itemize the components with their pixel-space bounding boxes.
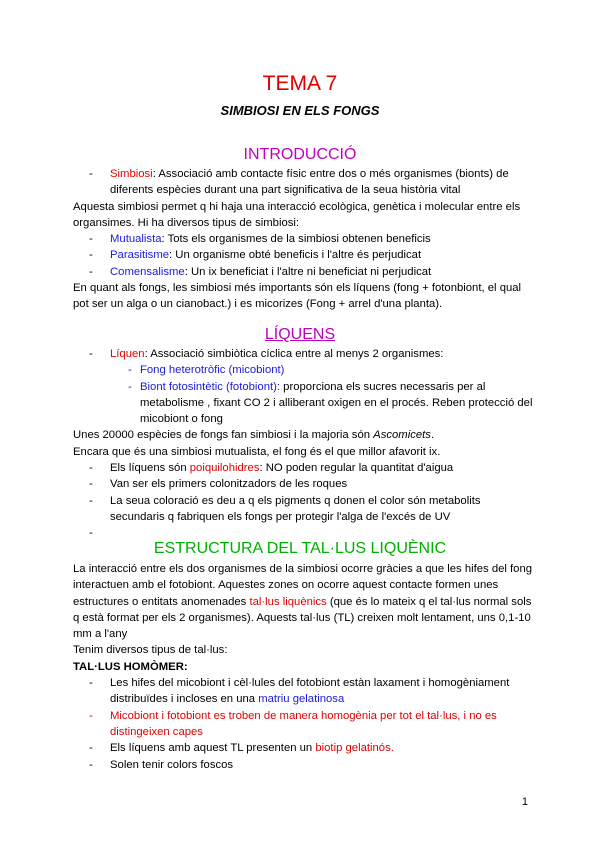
sub-list-item bbox=[73, 362, 533, 378]
document-subtitle: SIMBIOSI EN ELS FONGS bbox=[220, 103, 380, 118]
list-item-text: : Associació simbiòtica cíclica entre al menys 2 organismes: bbox=[144, 348, 444, 360]
term-ascomicets: Ascomicets bbox=[373, 429, 431, 442]
paragraph: Aquesta simbiosi permet q hi haja una interacció ecològica, genètica i molecular entre els organsimes. Hi ha diversos tipus de simbiosi: bbox=[73, 200, 521, 229]
section-liquens bbox=[73, 346, 533, 542]
bullet-dash: - bbox=[89, 742, 93, 755]
paragraph-text: . bbox=[430, 429, 435, 442]
list-item-text: proporciona els sucres necessaris per al metabolisme , fixant CO 2 i alliberant oxigen en el procés. Reben protecció del micobiont o fong bbox=[140, 380, 533, 426]
term-simbiosi: Simbiosi bbox=[110, 168, 153, 180]
paragraph: Encara que és una simbiosi mutualista, el fong és el que millor afavorit ix. bbox=[73, 445, 441, 458]
list-item-text: : Un ix beneficiat i l'altre ni beneficiat ni perjudicat bbox=[184, 265, 432, 278]
bullet-dash: - bbox=[89, 233, 93, 246]
paragraph-text: La interacció entre els dos organismes de la simbiosi ocorre gràcies a que les hifes del fong interactuen amb el fotobiont. Aquestes zones on ocorre aquest contacte formen unes estructures o entitats anomenades bbox=[73, 563, 533, 608]
term-poiquilohidres: poiquilohidres bbox=[189, 462, 260, 475]
term-biotip-gelatinos: biotip gelatinós. bbox=[315, 742, 394, 755]
sub-list-item bbox=[73, 379, 533, 428]
term-matriu-gelatinosa: matriu gelatinosa bbox=[258, 693, 345, 706]
list-item-text: : Tots els organismes de la simbiosi obtenen beneficis bbox=[161, 233, 431, 246]
list-item bbox=[73, 231, 533, 247]
list-item-text: Les hifes del micobiont i cèl·lules del fotobiont estàn laxament i homogèniament distribuïdes i incloses en una bbox=[110, 677, 510, 706]
list-item-text: : NO poden regular la quantitat d'aigua bbox=[259, 462, 454, 475]
bullet-dash: - bbox=[128, 364, 132, 377]
list-item bbox=[73, 247, 533, 263]
list-item bbox=[73, 166, 533, 199]
list-item bbox=[73, 757, 533, 773]
document-title: TEMA 7 bbox=[262, 72, 338, 95]
list-item-text: : Associació amb contacte físic entre dos o més organismes (bionts) de diferents espècies durant una part significativa de la seua història vital bbox=[110, 168, 509, 197]
section-heading-liquens: LÍQUENS bbox=[264, 326, 336, 343]
list-item bbox=[73, 476, 533, 492]
term-comensalisme: Comensalisme bbox=[110, 265, 185, 278]
bullet-dash: - bbox=[89, 494, 93, 507]
term-liquen: Líquen bbox=[110, 348, 145, 360]
list-item-text: La seua coloració es deu a q els pigments q donen el color són metabolits secundaris q fabriquen els fongs per protegir l'alga de l'excés de UV bbox=[110, 494, 481, 523]
list-item bbox=[73, 740, 533, 756]
list-item bbox=[73, 708, 533, 741]
list-item-text: Micobiont i fotobiont es troben de manera homogènia per tot el tal·lus, i no es distingeixen capes bbox=[110, 709, 497, 738]
list-item bbox=[73, 675, 533, 708]
term-mutualista: Mutualista bbox=[110, 233, 162, 246]
subheading-tallus-homomer: TAL·LUS HOMÒMER: bbox=[73, 660, 188, 673]
term-parasitisme: Parasitisme bbox=[110, 249, 170, 262]
bullet-dash: - bbox=[89, 462, 93, 475]
bullet-dash: - bbox=[89, 478, 93, 491]
bullet-dash: - bbox=[89, 677, 93, 690]
bullet-dash: - bbox=[89, 348, 93, 360]
paragraph: Tenim diversos tipus de tal·lus: bbox=[73, 644, 228, 657]
section-estructura bbox=[73, 561, 533, 773]
list-item-text: Van ser els primers colonitzadors de les roques bbox=[110, 478, 348, 491]
term-biont-fotosintetic: Biont fotosintètic (fotobiont): bbox=[140, 380, 281, 393]
paragraph-text: Unes 20000 espècies de fongs fan simbiosi i la majoria són bbox=[73, 429, 374, 442]
list-item-text: : Un organisme obté beneficis i l'altre és perjudicat bbox=[169, 249, 422, 262]
list-item-text: Fong heterotròfic (micobiont) bbox=[140, 364, 285, 377]
list-item-text: Solen tenir colors foscos bbox=[110, 758, 234, 771]
list-item bbox=[73, 460, 533, 476]
paragraph: En quant als fongs, les simbiosi més importants són els líquens (fong + fotonbiont, el qual pot ser un alga o un cianobact.) i es micorizes (Fong + arrel d'una planta). bbox=[73, 282, 522, 311]
list-item-text: Els líquens són bbox=[110, 462, 190, 475]
bullet-dash: - bbox=[89, 265, 93, 278]
section-heading-estructura: ESTRUCTURA DEL TAL·LUS LIQUÈNIC bbox=[153, 540, 447, 557]
page-number: 1 bbox=[521, 796, 528, 808]
section-introduccio bbox=[73, 166, 533, 313]
section-heading-introduccio: INTRODUCCIÓ bbox=[243, 146, 357, 163]
list-item bbox=[73, 346, 533, 362]
list-item bbox=[73, 493, 533, 526]
paragraph bbox=[73, 561, 533, 642]
list-item bbox=[73, 264, 533, 280]
bullet-dash: - bbox=[89, 527, 93, 540]
paragraph-text: (que és lo mateix q el tal·lus normal sols q està format per els 2 organismes). Aquests tal·lus (TL) creixen molt lentament, uns 0,1-10 mm a l'any bbox=[73, 595, 532, 641]
term-tallus-liquenics: tal·lus liquènics bbox=[249, 595, 327, 608]
paragraph bbox=[73, 427, 533, 443]
bullet-dash: - bbox=[89, 709, 93, 722]
list-item-text: Els líquens amb aquest TL presenten un bbox=[110, 742, 316, 755]
bullet-dash: - bbox=[89, 249, 93, 262]
bullet-dash: - bbox=[89, 168, 93, 180]
bullet-dash: - bbox=[89, 758, 93, 771]
bullet-dash: - bbox=[128, 380, 132, 393]
